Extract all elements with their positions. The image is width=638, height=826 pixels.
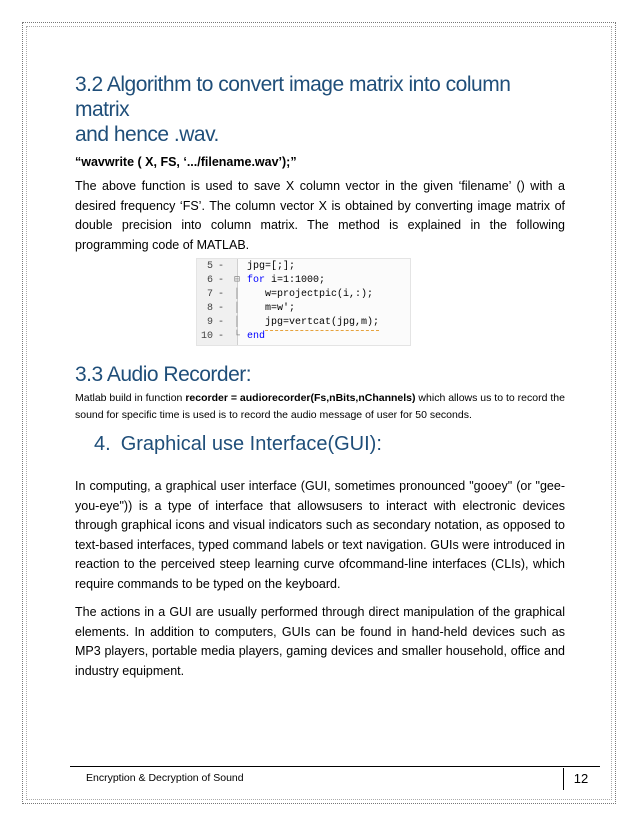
fold-end-icon: └	[233, 331, 240, 342]
matlab-code-snippet	[196, 258, 411, 346]
breakpoint-marker: -	[218, 331, 225, 342]
code-line	[197, 274, 410, 288]
line-number: 6	[206, 275, 213, 286]
section-heading-3-2	[75, 72, 565, 147]
section-3-3	[75, 362, 565, 424]
line-number: 8	[206, 303, 213, 314]
audio-text-after: which allows us to to record the sound for specific time is used is to record the audio message of user for 50 seconds.	[75, 392, 565, 421]
code-keyword: end	[247, 331, 266, 342]
code-text: m=w';	[265, 303, 296, 314]
heading-line-1: 3.2 Algorithm to convert image matrix into column matrix	[75, 73, 511, 121]
page-content	[75, 72, 565, 255]
fold-bar-icon: │	[233, 317, 240, 328]
audio-text-before: Matlab build in function	[75, 392, 186, 404]
section-title: Graphical use Interface(GUI):	[120, 433, 382, 455]
code-line	[197, 288, 410, 302]
code-line	[197, 330, 410, 344]
section-number: 4.	[94, 433, 111, 455]
line-number: 5	[206, 261, 213, 272]
audiorecorder-function: recorder = audiorecorder(Fs,nBits,nChannels)	[185, 392, 416, 404]
section-heading-3-3: 3.3 Audio Recorder:	[75, 363, 252, 386]
line-number: 10	[200, 331, 213, 342]
code-text: w=projectpic(i,:);	[265, 289, 374, 300]
fold-bar-icon: │	[233, 303, 240, 314]
code-text: jpg=vertcat(jpg,m);	[265, 316, 379, 331]
heading-line-2: and hence .wav.	[75, 123, 219, 146]
code-line	[197, 316, 410, 330]
code-text: jpg=[;];	[247, 261, 296, 272]
paragraph-gui-1: In computing, a graphical user interface (GUI, sometimes pronounced "gooey" (or "gee-you-eye")) is a type of interface that allowsusers to interact with electronic devices through graphical icons and visual indicators such as secondary notation, as opposed to text-based interfaces, typed command labels or text navigation. GUIs were introduced in reaction to the perceived steep learning curve ofcommand-line interfaces (CLIs), which require commands to be typed on the keyboard.	[75, 479, 565, 591]
footer-title: Encryption & Decryption of Sound	[86, 772, 244, 784]
line-number: 7	[206, 289, 213, 300]
wavwrite-formula: “wavwrite ( X, FS, ‘.../filename.wav’);”	[75, 155, 297, 169]
section-heading-4	[94, 433, 382, 456]
breakpoint-marker: -	[218, 261, 225, 272]
section-4-body	[75, 477, 565, 681]
code-keyword: for	[247, 275, 266, 286]
fold-toggle-icon[interactable]: ⊟	[233, 275, 241, 286]
fold-bar-icon: │	[233, 289, 240, 300]
line-number: 9	[206, 317, 213, 328]
code-text: i=1:1000;	[265, 275, 326, 286]
paragraph-audio-recorder	[75, 390, 565, 424]
breakpoint-marker: -	[218, 275, 225, 286]
paragraph-gui-2: The actions in a GUI are usually performed through direct manipulation of the graphical elements. In addition to computers, GUIs can be found in hand-held devices such as MP3 players, portable media players, gaming devices and smaller household, office and industry equipment.	[75, 605, 565, 678]
breakpoint-marker: -	[218, 303, 225, 314]
breakpoint-marker: -	[218, 289, 225, 300]
code-line	[197, 302, 410, 316]
paragraph-wavwrite: The above function is used to save X column vector in the given ‘filename’ () with a desired frequency ‘FS’. The column vector X is obtained by converting image matrix of double precision into column matrix. The method is explained in the following programming code of MATLAB.	[75, 179, 565, 252]
breakpoint-marker: -	[218, 317, 225, 328]
code-line	[197, 260, 410, 274]
page-number: 12	[563, 768, 598, 790]
footer-rule	[70, 766, 600, 767]
